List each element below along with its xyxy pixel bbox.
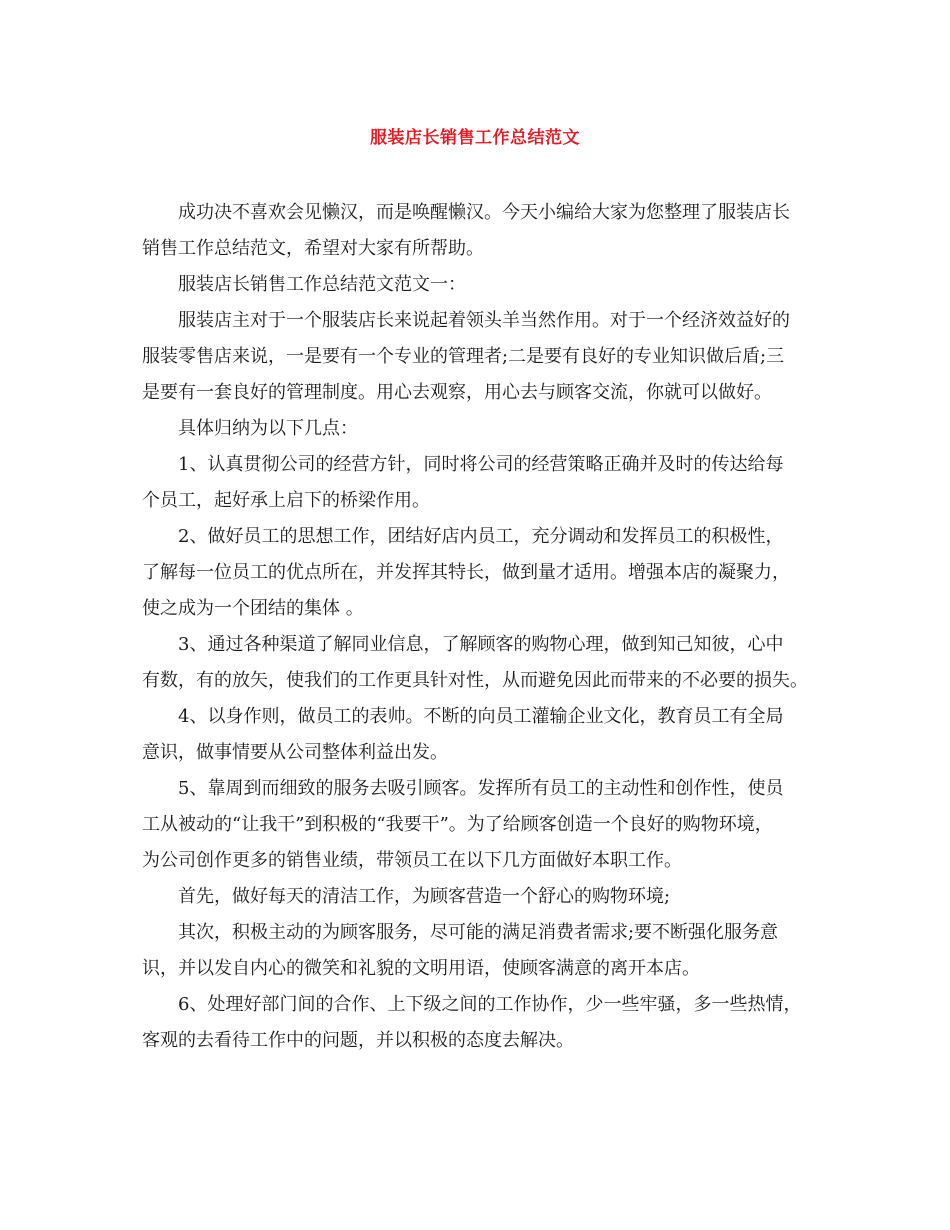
- paragraph-line: 个员工，起好承上启下的桥梁作用。: [142, 490, 430, 511]
- document-title: 服装店长销售工作总结范文: [370, 128, 580, 148]
- paragraph-line: 为公司创作更多的销售业绩，带领员工在以下几方面做好本职工作。: [142, 850, 682, 871]
- paragraph-line: 了解每一位员工的优点所在，并发挥其特长，做到量才适用。增强本店的凝聚力，: [142, 562, 790, 583]
- paragraph-line: 5、靠周到而细致的服务去吸引顾客。发挥所有员工的主动性和创作性，使员: [178, 778, 784, 799]
- paragraph-line: 4、以身作则，做员工的表帅。不断的向员工灌输企业文化，教育员工有全局: [178, 706, 784, 727]
- paragraph-line: 识，并以发自内心的微笑和礼貌的文明用语，使顾客满意的离开本店。: [142, 958, 700, 979]
- paragraph-line: 6、处理好部门间的合作、上下级之间的工作协作，少一些牢骚，多一些热情，: [178, 994, 802, 1015]
- paragraph-line: 2、做好员工的思想工作，团结好店内员工，充分调动和发挥员工的积极性，: [178, 526, 784, 547]
- paragraph-line: 工从被动的“让我干”到积极的“我要干”。为了给顾客创造一个良好的购物环境，: [142, 814, 773, 835]
- paragraph-line: 是要有一套良好的管理制度。用心去观察，用心去与顾客交流，你就可以做好。: [142, 382, 772, 403]
- paragraph-line: 销售工作总结范文，希望对大家有所帮助。: [142, 238, 484, 259]
- document-body: [142, 195, 814, 1059]
- paragraph-line: 客观的去看待工作中的问题，并以积极的态度去解决。: [142, 1030, 574, 1051]
- paragraph-line: 具体归纳为以下几点：: [178, 418, 358, 439]
- paragraph-line: 服装店主对于一个服装店长来说起着领头羊当然作用。对于一个经济效益好的: [178, 310, 790, 331]
- paragraph-line: 服装店长销售工作总结范文范文一：: [178, 274, 466, 295]
- paragraph-line: 首先，做好每天的清洁工作，为顾客营造一个舒心的购物环境;: [178, 886, 671, 907]
- paragraph-line: 服装零售店来说，一是要有一个专业的管理者;二是要有良好的专业知识做后盾;三: [142, 346, 785, 367]
- paragraph-line: 意识，做事情要从公司整体利益出发。: [142, 742, 448, 763]
- paragraph-line: 1、认真贯彻公司的经营方针，同时将公司的经营策略正确并及时的传达给每: [178, 454, 784, 475]
- paragraph-line: 使之成为一个团结的集体 。: [142, 598, 364, 619]
- paragraph-line: 有数，有的放矢，使我们的工作更具针对性，从而避免因此而带来的不必要的损失。: [142, 670, 808, 691]
- paragraph-line: 成功决不喜欢会见懒汉，而是唤醒懒汉。今天小编给大家为您整理了服装店长: [178, 202, 790, 223]
- paragraph-line: 3、通过各种渠道了解同业信息，了解顾客的购物心理，做到知己知彼，心中: [178, 634, 784, 655]
- paragraph-line: 其次，积极主动的为顾客服务，尽可能的满足消费者需求;要不断强化服务意: [178, 922, 779, 943]
